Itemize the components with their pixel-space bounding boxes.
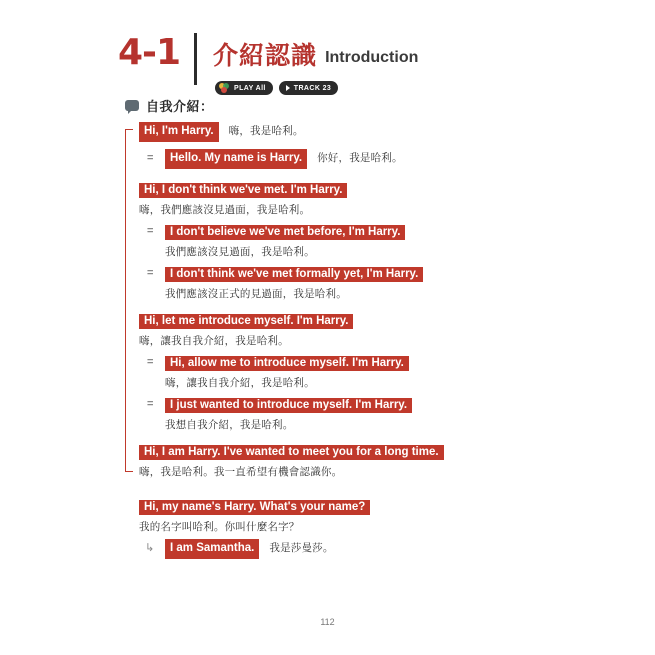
- equals-icon: =: [147, 225, 154, 237]
- phrase-english: Hi, I don't think we've met. I'm Harry.: [139, 183, 347, 198]
- phrase-chinese: 你好，我是哈利。: [317, 152, 403, 164]
- track-label: TRACK 23: [293, 84, 332, 92]
- phrase-chinese: 嗨，我是哈利。我一直希望有機會認識你。: [139, 466, 343, 478]
- phrase-english: Hi, I'm Harry.: [139, 122, 219, 142]
- phrase-variant: [139, 222, 615, 259]
- page-title-zh: 介紹認識: [213, 41, 318, 70]
- phrase-variant: [139, 149, 615, 169]
- reply-arrow-icon: ↳: [145, 541, 155, 554]
- play-all-button[interactable]: [215, 81, 273, 95]
- question-entry: [139, 497, 615, 534]
- page-title-en: Introduction: [325, 49, 419, 66]
- phrase-variant: [139, 395, 615, 432]
- equals-icon: =: [147, 152, 154, 164]
- page-header: [0, 0, 655, 96]
- equals-icon: =: [147, 398, 154, 410]
- phrase-english: I don't think we've met formally yet, I'm Harry.: [165, 267, 423, 282]
- phrase-chinese: 我想自我介紹，我是哈利。: [165, 419, 294, 431]
- phrase-english: I just wanted to introduce myself. I'm Harry.: [165, 398, 412, 413]
- audio-meta-row: [215, 81, 418, 95]
- play-triangle-icon: [286, 85, 290, 91]
- speech-bubble-icon: [125, 100, 139, 111]
- section-heading: [125, 96, 615, 115]
- play-all-label: PLAY All: [234, 84, 266, 92]
- section-title: 自我介紹：: [146, 100, 214, 115]
- phrase-english: Hi, let me introduce myself. I'm Harry.: [139, 314, 353, 329]
- phrase-entry: [139, 442, 469, 479]
- phrase-chinese: 嗨，讓我自我介紹，我是哈利。: [139, 335, 289, 347]
- unit-number: 4-1: [118, 32, 181, 73]
- phrase-english: I don't believe we've met before, I'm Harry.: [165, 225, 405, 240]
- question-english: Hi, my name's Harry. What's your name?: [139, 500, 370, 515]
- phrase-entry: [139, 122, 615, 142]
- phrase-chinese: 我們應該沒見過面，我是哈利。: [165, 246, 315, 258]
- phrase-english: Hello. My name is Harry.: [165, 149, 307, 169]
- play-dots-icon: [219, 83, 230, 94]
- answer-chinese: 我是莎曼莎。: [269, 542, 334, 554]
- phrase-entry: [139, 180, 615, 217]
- page-number: 112: [320, 617, 335, 627]
- phrase-english: Hi, allow me to introduce myself. I'm Harry.: [165, 356, 409, 371]
- closing-exchange: [125, 497, 615, 559]
- phrase-entry: [139, 311, 615, 348]
- header-divider-bar: [194, 33, 197, 85]
- phrase-variant: [139, 264, 615, 301]
- answer-english: I am Samantha.: [165, 539, 259, 559]
- question-chinese: 我的名字叫哈利。你叫什麼名字？: [139, 521, 300, 533]
- phrase-group: [125, 122, 615, 479]
- lesson-content: [0, 96, 655, 559]
- equals-icon: =: [147, 267, 154, 279]
- phrase-chinese: 嗨，我是哈利。: [228, 125, 304, 137]
- phrase-chinese: 嗨，我們應該沒見過面，我是哈利。: [139, 204, 311, 216]
- phrase-chinese: 我們應該沒正式的見過面，我是哈利。: [165, 288, 347, 300]
- equals-icon: =: [147, 356, 154, 368]
- track-badge[interactable]: [279, 81, 338, 95]
- answer-entry: [139, 539, 615, 559]
- phrase-english: Hi, I am Harry. I've wanted to meet you for a long time.: [139, 445, 444, 460]
- phrase-variant: [139, 353, 615, 390]
- phrase-chinese: 嗨，讓我自我介紹，我是哈利。: [165, 377, 315, 389]
